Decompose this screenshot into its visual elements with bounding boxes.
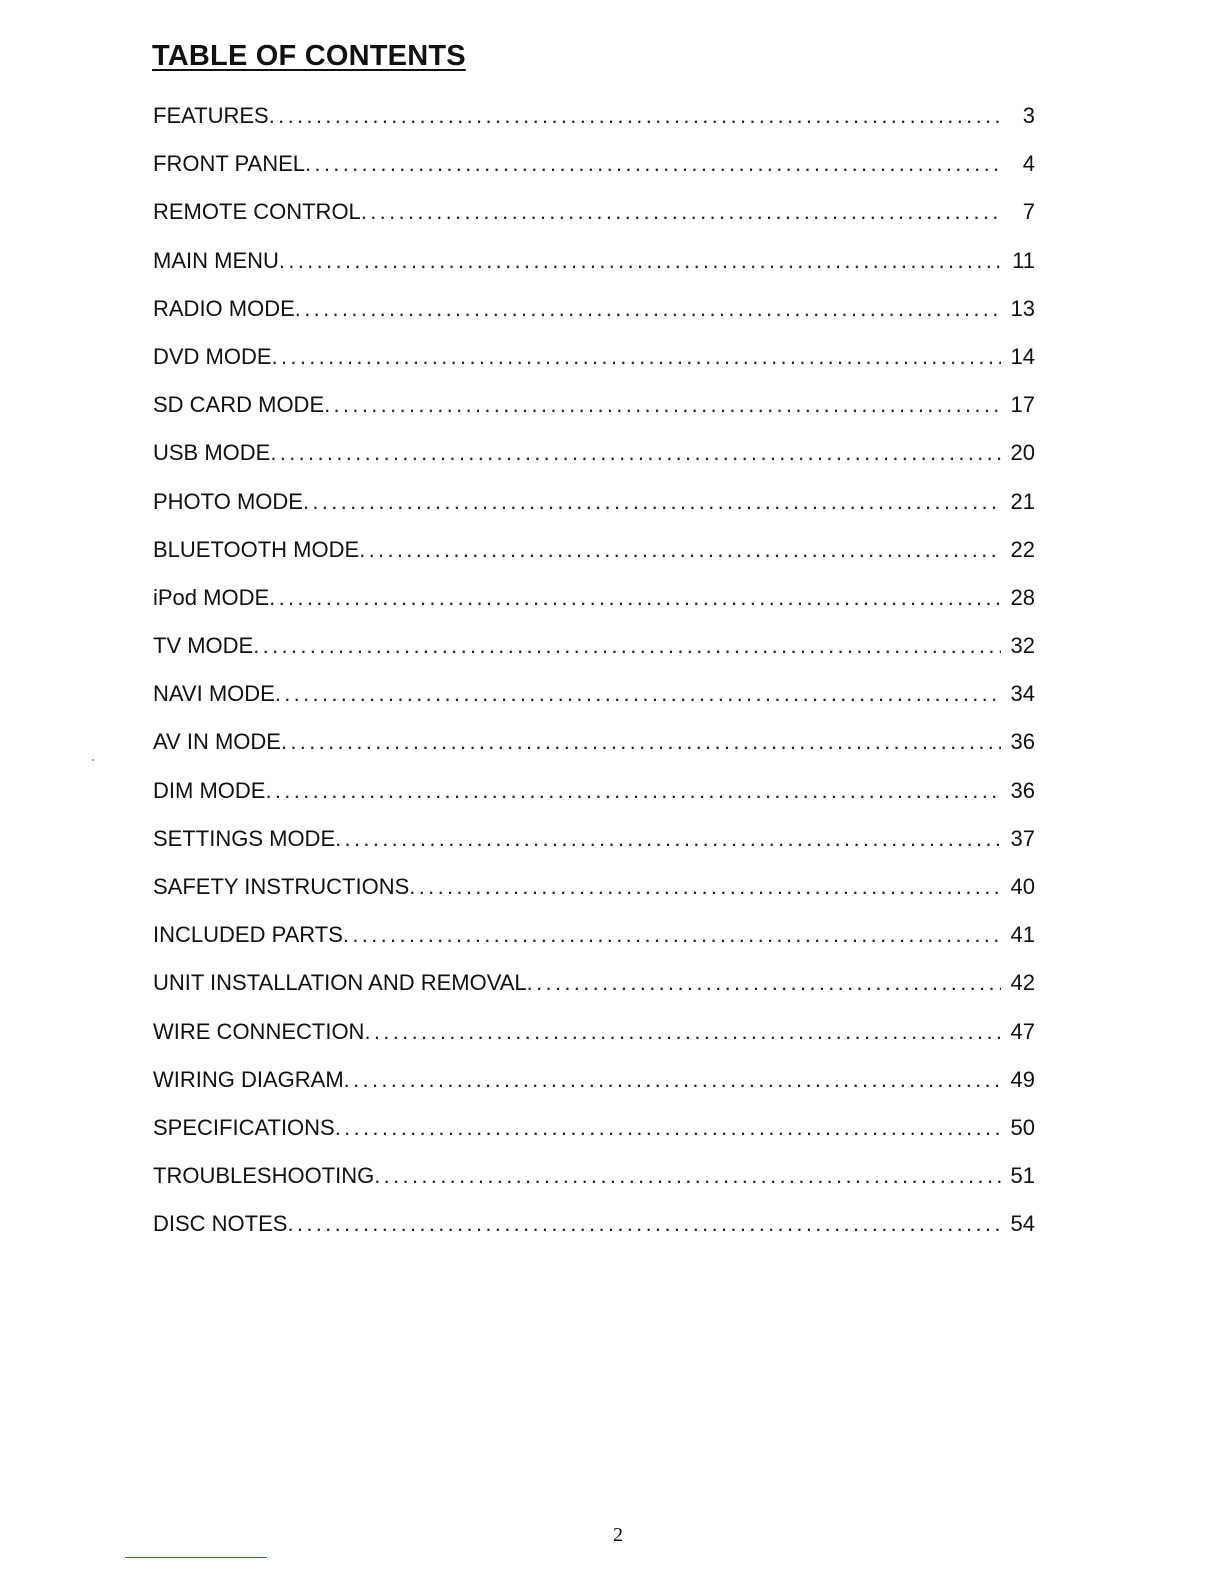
toc-entry-safety-instructions[interactable]: [153, 871, 1035, 919]
toc-entry-label: BLUETOOTH MODE: [153, 536, 360, 562]
dot-leader: [279, 245, 1001, 277]
toc-entry-page: 3: [1022, 103, 1035, 128]
toc-entry-label: TV MODE: [153, 633, 254, 659]
toc-entry-label: TROUBLESHOOTING: [153, 1163, 375, 1189]
toc-entry-label: DISC NOTES: [153, 1211, 288, 1237]
toc-entry-page: 13: [1010, 295, 1035, 321]
dot-leader: [269, 582, 1001, 614]
dot-leader: [335, 823, 1001, 855]
toc-entry-disc-notes[interactable]: [153, 1208, 1035, 1256]
toc-entry-label: AV IN MODE: [153, 729, 281, 755]
toc-entry-label: PHOTO MODE: [153, 488, 303, 514]
scan-speck: [92, 759, 94, 761]
dot-leader: [270, 437, 1001, 469]
toc-entry-label: WIRE CONNECTION: [153, 1018, 365, 1044]
toc-entry-page: 36: [1010, 777, 1035, 803]
toc-entry-remote-control[interactable]: [153, 196, 1035, 244]
toc-entry-navi-mode[interactable]: [153, 678, 1035, 726]
dot-leader: [324, 389, 1001, 421]
dot-leader: [344, 1064, 1001, 1096]
toc-entry-label: SPECIFICATIONS: [153, 1114, 335, 1140]
toc-entry-label: SETTINGS MODE: [153, 825, 336, 851]
toc-entry-included-parts[interactable]: [153, 919, 1035, 967]
dot-leader: [275, 678, 1001, 710]
toc-entry-page: 40: [1010, 874, 1035, 899]
toc-entry-page: 32: [1010, 633, 1035, 659]
toc-entry-dim-mode[interactable]: [153, 775, 1035, 823]
toc-entry-page: 11: [1012, 247, 1035, 273]
toc-entry-bluetooth-mode[interactable]: [153, 534, 1035, 582]
toc-entry-label: REMOTE CONTROL: [153, 199, 361, 225]
toc-entry-page: 4: [1022, 151, 1035, 177]
toc-entry-tv-mode[interactable]: [153, 630, 1035, 678]
toc-entry-label: DVD MODE: [153, 343, 272, 369]
toc-entry-page: 36: [1010, 729, 1035, 755]
dot-leader: [269, 100, 1001, 132]
toc-entry-dvd-mode[interactable]: [153, 341, 1035, 389]
dot-leader: [409, 871, 1001, 903]
toc-entry-label: NAVI MODE: [153, 681, 275, 707]
toc-entry-radio-mode[interactable]: [153, 293, 1035, 341]
dot-leader: [527, 967, 1001, 999]
dot-leader: [305, 148, 1001, 180]
dot-leader: [265, 775, 1001, 807]
toc-entry-features[interactable]: [153, 100, 1035, 148]
dot-leader: [287, 1208, 1001, 1240]
toc-entry-page: 54: [1010, 1211, 1035, 1237]
toc-entry-page: 28: [1010, 584, 1035, 610]
footer-rule: [125, 1557, 267, 1558]
dot-leader: [253, 630, 1001, 662]
toc-entry-page: 42: [1010, 970, 1035, 996]
toc-entry-ipod-mode[interactable]: [153, 582, 1035, 630]
toc-entry-settings-mode[interactable]: [153, 823, 1035, 871]
page-title: TABLE OF CONTENTS: [152, 40, 466, 72]
toc-entry-label: USB MODE: [153, 440, 271, 466]
toc-entry-main-menu[interactable]: [153, 245, 1035, 293]
dot-leader: [343, 919, 1001, 951]
toc-entry-troubleshooting[interactable]: [153, 1160, 1035, 1208]
toc-entry-av-in-mode[interactable]: [153, 726, 1035, 774]
toc-entry-page: 34: [1010, 681, 1035, 707]
dot-leader: [361, 196, 1001, 228]
toc-entry-page: 37: [1010, 825, 1035, 851]
toc-entry-photo-mode[interactable]: [153, 486, 1035, 534]
toc-entry-page: 21: [1010, 488, 1035, 514]
toc-entry-page: 22: [1010, 536, 1035, 562]
toc-entry-label: RADIO MODE: [153, 295, 295, 321]
toc-entry-label: iPod MODE: [153, 584, 270, 610]
dot-leader: [359, 534, 1001, 566]
toc-entry-label: WIRING DIAGRAM: [153, 1066, 344, 1092]
toc-entry-label: INCLUDED PARTS: [153, 922, 343, 948]
toc-entry-page: 51: [1010, 1163, 1035, 1189]
dot-leader: [374, 1160, 1001, 1192]
toc-entry-label: FEATURES: [153, 103, 269, 128]
dot-leader: [295, 293, 1001, 325]
toc-entry-label: DIM MODE: [153, 777, 266, 803]
dot-leader: [364, 1016, 1001, 1048]
toc-entry-label: SD CARD MODE: [153, 392, 325, 418]
toc-entry-page: 7: [1022, 199, 1035, 225]
toc-entry-front-panel[interactable]: [153, 148, 1035, 196]
toc-entry-page: 41: [1010, 922, 1035, 948]
dot-leader: [335, 1112, 1001, 1144]
toc-entry-usb-mode[interactable]: [153, 437, 1035, 485]
dot-leader: [303, 486, 1001, 518]
toc-entry-label: UNIT INSTALLATION AND REMOVAL: [153, 970, 527, 996]
dot-leader: [272, 341, 1001, 373]
toc-entry-wiring-diagram[interactable]: [153, 1064, 1035, 1112]
toc-entry-label: SAFETY INSTRUCTIONS: [153, 874, 410, 899]
toc-entry-page: 50: [1010, 1114, 1035, 1140]
toc-entry-sd-card-mode[interactable]: [153, 389, 1035, 437]
toc-entry-unit-installation[interactable]: [153, 967, 1035, 1015]
toc-entry-specifications[interactable]: [153, 1112, 1035, 1160]
dot-leader: [281, 726, 1001, 758]
toc-entry-page: 14: [1010, 343, 1035, 369]
toc-entry-label: MAIN MENU: [153, 247, 279, 273]
toc-entry-label: FRONT PANEL: [153, 151, 305, 177]
toc-entry-page: 49: [1010, 1066, 1035, 1092]
toc-entry-wire-connection[interactable]: [153, 1016, 1035, 1064]
toc-entry-page: 47: [1010, 1018, 1035, 1044]
page-number: 2: [613, 1524, 623, 1546]
toc-entry-page: 17: [1010, 392, 1035, 418]
toc-entry-page: 20: [1010, 440, 1035, 466]
table-of-contents: [153, 100, 1035, 1257]
